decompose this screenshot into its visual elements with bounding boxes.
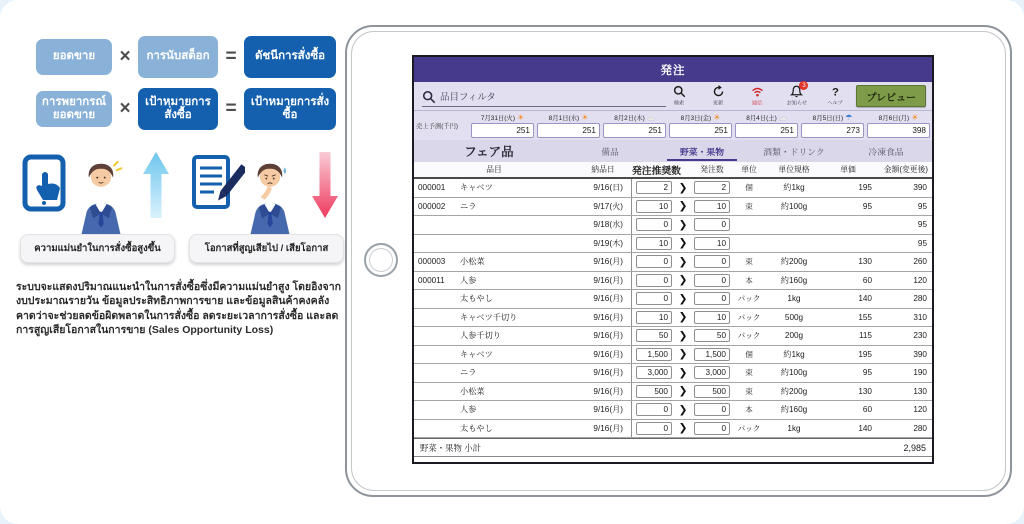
delivery-date: 9/16(月) [574, 309, 632, 327]
copy-chevron-button[interactable]: ❯ [678, 311, 688, 323]
magnifier-icon [422, 90, 436, 104]
amount: 95 [917, 238, 927, 248]
forecast-columns [471, 112, 930, 138]
item-name: 小松菜 [460, 257, 485, 267]
search-icon-label: 検索 [674, 101, 685, 107]
table-row [414, 272, 932, 291]
weather-icon: ☀ [713, 112, 721, 122]
forecast-value-input[interactable]: 251 [603, 123, 666, 138]
item-code: 000002 [418, 201, 446, 211]
formula-box-stock-count: การนับสต็อก [138, 36, 218, 78]
amount: 130 [913, 386, 927, 396]
forecast-value-input[interactable]: 251 [669, 123, 732, 138]
copy-chevron-button[interactable]: ❯ [678, 237, 688, 249]
wifi-icon[interactable] [744, 85, 770, 107]
forecast-column [669, 112, 732, 138]
table-header-row [414, 162, 932, 179]
multiply-operator: × [119, 98, 131, 119]
item-name: 太もやし [460, 423, 493, 433]
unit-price: 130 [858, 257, 872, 267]
tablet-home-button[interactable] [364, 243, 398, 277]
weather-icon: ☁ [646, 112, 655, 122]
table-row [414, 383, 932, 402]
forecast-value-input[interactable]: 251 [471, 123, 534, 138]
refresh-icon[interactable] [705, 85, 731, 107]
copy-chevron-button[interactable]: ❯ [678, 274, 688, 286]
unit: 束 [745, 368, 753, 378]
order-qty-input[interactable]: 0 [694, 218, 730, 231]
order-qty-input[interactable]: 0 [694, 292, 730, 305]
delivery-date: 9/16(月) [574, 420, 632, 438]
benefit-lost-opportunity-art [189, 146, 344, 234]
forecast-column [603, 112, 666, 138]
recommended-qty-input[interactable]: 2 [636, 181, 672, 194]
header-unit-price: 単価 [840, 165, 856, 174]
table-row [414, 253, 932, 272]
unit: パック [737, 423, 761, 433]
order-qty-input[interactable]: 10 [694, 200, 730, 213]
weather-icon: ☀ [516, 112, 525, 122]
delivery-date: 9/19(木) [574, 235, 632, 253]
header-item: 品目 [486, 165, 502, 174]
forecast-date: 8月2日(木) [614, 115, 645, 122]
table-row [414, 235, 932, 254]
forecast-column [735, 112, 798, 138]
tablet-mockup [345, 25, 1012, 497]
delivery-date: 9/16(日) [574, 179, 632, 197]
formula-row-1 [36, 36, 336, 78]
subtotal-label: 野菜・果物 小計 [420, 442, 481, 453]
amount: 390 [913, 349, 927, 359]
benefit-accuracy-art [20, 146, 175, 234]
system-description-text: ระบบจะแสดงปริมาณแนะนำในการสั่งซื้อซึ่งมีความแม่นยำสูง โดยอิงจากงบประมาณรายวัน ข้อมูลประสิทธิภาพการขาย และข้อมูลสินค้าคงคลัง คาดว่าจะช่วยลดข้อผิดพลาดในการสั่งซื้อ ลดระยะเวลาการสั่งซื้อ และลดการสูญเสียโอกาสในการขาย (Sales Opportunity Loss) [16, 281, 341, 337]
wifi-icon-label: 通信 [752, 101, 763, 107]
copy-chevron-button[interactable]: ❯ [678, 366, 688, 379]
table-row [414, 420, 932, 439]
amount: 95 [917, 220, 927, 230]
header-unit-spec: 単位規格 [778, 165, 810, 174]
copy-chevron-button[interactable]: ❯ [678, 348, 688, 360]
recommended-qty-input[interactable]: 0 [636, 403, 672, 416]
weather-icon: ☀ [581, 112, 589, 122]
copy-chevron-button[interactable]: ❯ [678, 200, 688, 212]
unit-price: 195 [858, 183, 872, 193]
unit-spec: 500g [784, 312, 804, 322]
item-name: ニラ [460, 368, 477, 378]
unit-price: 95 [862, 368, 872, 378]
item-filter-input[interactable] [422, 86, 666, 107]
delivery-date: 9/17(火) [574, 198, 632, 216]
delivery-date: 9/16(月) [574, 272, 632, 290]
recommended-qty-input[interactable]: 0 [636, 218, 672, 231]
order-qty-input[interactable]: 2 [694, 181, 730, 194]
benefit-illustrations [20, 146, 344, 263]
amount: 120 [913, 405, 927, 415]
weather-icon: ☁ [778, 112, 787, 122]
amount: 230 [913, 331, 927, 341]
weather-icon: ☀ [911, 112, 919, 122]
recommended-qty-input[interactable]: 1,500 [636, 348, 672, 361]
unit: 束 [745, 201, 753, 211]
formula-box-order-index: ดัชนีการสั่งซื้อ [244, 36, 336, 78]
formula-box-sales-forecast: การพยากรณ์ยอดขาย [36, 91, 112, 127]
item-code: 000003 [418, 257, 446, 267]
order-qty-input[interactable]: 50 [694, 329, 730, 342]
item-code: 000001 [418, 183, 446, 193]
unit-spec: 1kg [787, 294, 801, 304]
copy-chevron-button[interactable]: ❯ [678, 403, 688, 416]
recommended-qty-input[interactable]: 0 [636, 422, 672, 435]
recommended-qty-input[interactable]: 0 [636, 274, 672, 287]
search-icon[interactable] [666, 85, 692, 107]
copy-chevron-button[interactable]: ❯ [678, 218, 688, 231]
recommended-qty-input[interactable]: 10 [636, 237, 672, 250]
subtotal-row [414, 438, 932, 457]
forecast-date: 8月5日(日) [812, 115, 844, 122]
unit: パック [737, 312, 761, 322]
unit-spec: 約160g [780, 275, 808, 285]
unit: 束 [745, 386, 753, 396]
table-row [414, 401, 932, 420]
unit-spec: 約100g [780, 201, 808, 211]
order-qty-input[interactable]: 0 [694, 255, 730, 268]
benefit-lost-opportunity [189, 146, 344, 263]
benefit-accuracy-label: ความแม่นยำในการสั่งซื้อสูงขึ้น [20, 234, 175, 263]
help-icon-label: ヘルプ [827, 101, 844, 107]
forecast-date: 8月4日(土) [746, 115, 777, 122]
unit-spec: 約1kg [783, 183, 805, 193]
forecast-date: 8月6日(月) [878, 115, 910, 122]
copy-chevron-button[interactable]: ❯ [678, 329, 688, 342]
down-arrow-icon [312, 152, 338, 218]
sales-forecast-strip [414, 110, 932, 140]
header-unit: 単位 [741, 165, 757, 174]
order-qty-input[interactable]: 1,500 [694, 348, 730, 361]
recommended-qty-input[interactable]: 500 [636, 385, 672, 398]
recommended-qty-input[interactable]: 10 [636, 311, 672, 324]
delivery-date: 9/16(月) [574, 346, 632, 364]
unit-spec: 1kg [787, 423, 801, 433]
worried-person-illustration [241, 160, 299, 234]
amount: 260 [913, 257, 927, 267]
header-order-qty: 発注数 [700, 165, 724, 174]
header-amount: 金額(変更後) [883, 165, 928, 174]
unit: 個 [745, 183, 753, 193]
forecast-value-input[interactable]: 273 [801, 123, 864, 138]
table-row [414, 346, 932, 365]
unit-price: 60 [862, 275, 872, 285]
recommended-qty-input[interactable]: 0 [636, 292, 672, 305]
notification-badge: 3 [799, 81, 808, 90]
order-qty-input[interactable]: 500 [694, 385, 730, 398]
weather-icon: ☂ [845, 112, 853, 122]
forecast-value-input[interactable]: 251 [537, 123, 600, 138]
sales-forecast-label: 売上予測(千円) [416, 122, 458, 130]
unit: 個 [745, 349, 753, 359]
unit-spec: 約200g [780, 386, 808, 396]
forecast-column [801, 112, 864, 138]
amount: 190 [913, 368, 927, 378]
formula-box-order-target-result: เป้าหมายการสั่งซื้อ [244, 88, 336, 130]
benefit-lost-opportunity-label: โอกาสที่สูญเสียไป / เสียโอกาส [189, 234, 344, 263]
preview-button[interactable]: プレビュー [856, 85, 926, 107]
delivery-date: 9/16(月) [574, 364, 632, 382]
delivery-date: 9/16(月) [574, 253, 632, 271]
toolbar [414, 82, 932, 110]
item-name: キャベツ [460, 349, 493, 359]
forecast-column [867, 112, 930, 138]
forecast-date: 7月31日(火) [480, 115, 515, 122]
unit: パック [737, 331, 761, 341]
formula-diagram [36, 36, 336, 140]
bell-icon-label: お知らせ [786, 101, 807, 107]
unit-price: 115 [858, 331, 872, 341]
subtotal-value: 2,985 [903, 442, 926, 453]
tab-fair-items[interactable]: フェア品 [464, 145, 514, 159]
happy-person-illustration [72, 160, 130, 234]
amount: 390 [913, 183, 927, 193]
item-name: 小松菜 [460, 386, 485, 396]
tablet-touch-icon [22, 154, 70, 212]
unit-price: 140 [858, 423, 872, 433]
order-qty-input[interactable]: 10 [694, 311, 730, 324]
order-qty-input[interactable]: 0 [694, 274, 730, 287]
amount: 120 [913, 275, 927, 285]
recommended-qty-input[interactable]: 10 [636, 200, 672, 213]
item-name: ニラ [460, 201, 477, 211]
document-pencil-icon [191, 154, 245, 212]
delivery-date: 9/16(月) [574, 290, 632, 308]
unit-price: 60 [862, 405, 872, 415]
tab-category-3[interactable]: 酒類・ドリンク [763, 146, 825, 157]
item-filter-placeholder: 品目フィルタ [440, 91, 496, 103]
table-row [414, 327, 932, 346]
forecast-column [537, 112, 600, 138]
delivery-date: 9/18(水) [574, 216, 632, 234]
unit-price: 155 [858, 312, 872, 322]
table-row [414, 364, 932, 383]
app-header [414, 57, 932, 82]
tab-category-1[interactable]: 備品 [601, 146, 619, 157]
table-row [414, 216, 932, 235]
item-name: キャベツ [460, 183, 493, 193]
table-row [414, 198, 932, 217]
refresh-icon-label: 更新 [713, 101, 724, 107]
svg-text:?: ? [832, 86, 839, 98]
forecast-date: 8月1日(水) [548, 115, 580, 122]
category-tabs [414, 140, 932, 162]
up-arrow-icon [143, 152, 169, 218]
tab-vegetables-fruits[interactable]: 野菜・果物 [656, 140, 748, 162]
delivery-date: 9/16(月) [574, 401, 632, 419]
table-row [414, 290, 932, 309]
forecast-column [471, 112, 534, 138]
copy-chevron-button[interactable]: ❯ [678, 292, 688, 305]
bell-icon[interactable] [783, 82, 809, 107]
unit-price: 195 [858, 349, 872, 359]
unit: 束 [745, 257, 753, 267]
unit-spec: 約160g [780, 405, 808, 415]
item-name: キャベツ千切り [460, 312, 518, 322]
forecast-value-input[interactable]: 398 [867, 123, 930, 138]
copy-chevron-button[interactable]: ❯ [678, 181, 688, 194]
item-code: 000011 [418, 275, 445, 285]
tab-category-4[interactable]: 冷凍食品 [868, 146, 904, 157]
recommended-qty-input[interactable]: 3,000 [636, 366, 672, 379]
table-row [414, 309, 932, 328]
unit: パック [737, 294, 761, 304]
item-name: 人参 [460, 405, 477, 415]
header-recommended: 発注推奨数 [632, 165, 681, 177]
unit-price: 140 [858, 294, 872, 304]
formula-box-sales: ยอดขาย [36, 39, 112, 75]
delivery-date: 9/16(月) [574, 383, 632, 401]
header-delivery: 納品日 [591, 165, 615, 174]
order-app-window [412, 55, 934, 464]
copy-chevron-button[interactable]: ❯ [678, 385, 688, 397]
table-row [414, 179, 932, 198]
benefit-accuracy [20, 146, 175, 263]
order-qty-input[interactable]: 0 [694, 403, 730, 416]
amount: 280 [913, 423, 927, 433]
unit-spec: 約200g [780, 257, 808, 267]
multiply-operator: × [119, 46, 131, 67]
delivery-date: 9/16(月) [574, 327, 632, 345]
unit-price: 95 [862, 201, 872, 211]
help-icon[interactable] [822, 85, 848, 107]
order-qty-input[interactable]: 0 [694, 422, 730, 435]
forecast-date: 8月3日(金) [680, 115, 712, 122]
amount: 95 [917, 201, 927, 211]
recommended-qty-input[interactable]: 0 [636, 255, 672, 268]
order-qty-input[interactable]: 3,000 [694, 366, 730, 379]
equals-operator: = [225, 46, 237, 67]
order-qty-input[interactable]: 10 [694, 237, 730, 250]
copy-chevron-button[interactable]: ❯ [678, 255, 688, 268]
unit-price: 130 [858, 386, 872, 396]
copy-chevron-button[interactable]: ❯ [678, 422, 688, 434]
app-title: 発注 [660, 64, 686, 77]
unit: 本 [745, 275, 753, 285]
equals-operator: = [225, 98, 237, 119]
amount: 310 [913, 312, 927, 322]
amount: 280 [913, 294, 927, 304]
toolbar-icon-group [666, 82, 848, 107]
recommended-qty-input[interactable]: 50 [636, 329, 672, 342]
unit-spec: 200g [784, 331, 804, 341]
order-table-body [414, 179, 932, 438]
formula-box-order-target: เป้าหมายการสั่งซื้อ [138, 88, 218, 130]
forecast-value-input[interactable]: 251 [735, 123, 798, 138]
unit-spec: 約1kg [783, 349, 805, 359]
formula-row-2 [36, 88, 336, 130]
item-name: 人参 [460, 275, 477, 285]
unit-spec: 約100g [780, 368, 808, 378]
unit: 本 [745, 405, 753, 415]
item-name: 人参千切り [460, 331, 501, 341]
item-name: 太もやし [460, 294, 493, 304]
